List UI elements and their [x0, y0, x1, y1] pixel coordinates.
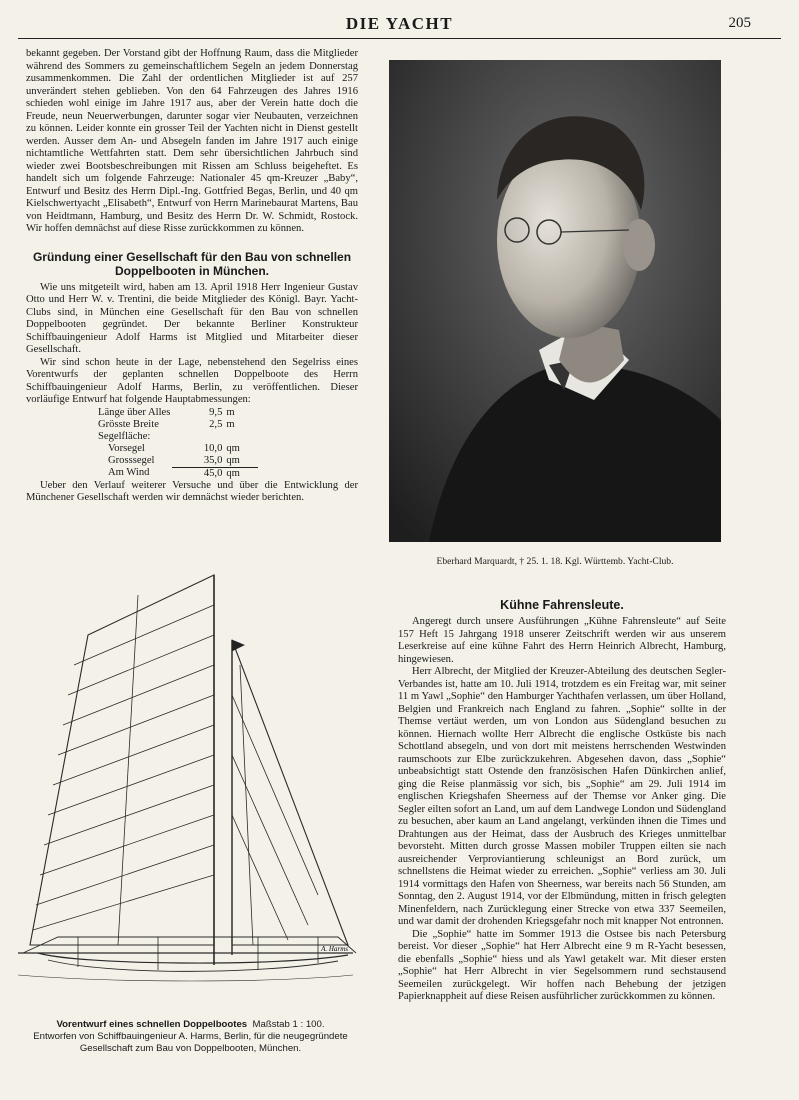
- photo-caption: Eberhard Marquardt, † 25. 1. 18. Kgl. Württemb. Yacht-Club.: [436, 556, 674, 567]
- dimension-label: Segelfläche:: [98, 430, 151, 442]
- dimension-label: Am Wind: [108, 467, 150, 479]
- dimension-value: 2,5: [209, 418, 223, 430]
- dimension-value: 9,5: [209, 406, 223, 418]
- dimension-row: [96, 455, 258, 468]
- article2-paragraph: Die „Sophie“ hatte im Sommer 1913 die Ostsee bis nach Petersburg bereist. Vor dieser „Sophie“ hat Herr Albrecht eine 9 m R-Yacht besessen, die ebenfalls „Sophie“ hiess und als Yawl getakelt war. Mit dieser ersten „Sophie“ hat Herr Albrecht in vier Segelsommern rund sechstausend Seemeilen zurückgelegt. Wir hoffen nach Behebung der jetzigen Papierknappheit auf diese Reisen ausführlicher zurückkommen zu können.: [398, 928, 726, 1002]
- dimension-label: Grösste Breite: [98, 418, 159, 430]
- dimension-row: [96, 443, 258, 455]
- dimension-unit: m: [226, 406, 235, 418]
- sketch-caption-scale: Maßstab 1 : 100.: [252, 1019, 325, 1030]
- running-header-title: DIE YACHT: [345, 14, 454, 33]
- article1-paragraph: Wie uns mitgeteilt wird, haben am 13. April 1918 Herr Ingenieur Gustav Otto und Herr W. v. Trentini, die beide Mitglieder des Königl. Bayr. Yacht-Clubs sind, in München eine Gesellschaft für den Bau von schnellen Doppelbooten gegründet. Der bekannte Berliner Konstrukteur Schiffbauingenieur Adolf Harms ist Mitglied und Mitarbeiter dieser Gesellschaft.: [26, 281, 358, 355]
- article2-paragraph: Angeregt durch unsere Ausführungen „Kühne Fahrensleute“ auf Seite 157 Heft 15 Jahrgang 1918 unserer Zeitschrift werden wir aus unserem Leserkreise auf eine kühne Fahrt des Herrn Heinrich Albrecht, Hamburg, hingewiesen.: [398, 616, 726, 665]
- dimensions-table: [96, 407, 258, 480]
- left-column: [26, 48, 358, 505]
- article2-paragraph: Herr Albrecht, der Mitglied der Kreuzer-Abteilung des deutschen Segler-Verbandes ist, hatte am 10. Juli 1914, trotzdem es ein Freitag war, mit seiner 11 m Yawl „Sophie“ den Hamburger Yachthafen verlassen, um über Holland, Belgien und Frankreich nach England zu fahren. „Sophie“ sollte in der Themse vertäut werden, um von London aus Südengland besuchen zu können. Hiernach wollte Herr Albrecht die englische Ostküste bis nach Schottland absegeln, und von dort mit meistens herrschenden Westwinden raumschoots zur Elbe zurückzukehren. Abgesehen davon, dass „Sophie“ unbeabsichtigt statt Ostende den französischen Hafen Dünkirchen anlief, ging die Reise planmässig vor sich, bis „Sophie“ am 29. Juli 1914 im englischen Kriegshafen Sheerness auf der Themse vor Anker ging. Die Segler eilten sofort an Land, um auf dem Landwege London und Südengland zu besuchen, aber kaum an Land angelangt, verkünden ihnen die Times und Drahtungen aus der Heimat, dass der Ausbruch des Krieges unmittelbar bevorsteht. Mitten durch grosse Massen mobiler Truppen eilten sie nach ausreichender Verproviantierung schleunigst an Bord zurück, um schnellstens die Heimat wieder zu erreichen. „Sophie“ verliess am 30. Juli 1914 vormittags den Hafen von Sheerness, war bereits nach 56 Stunden, am Sonntag, den 2. August 1914, vor der Elbmündung, mitten in frisch gelegten Minenfeldern, nach Zurücklegung einer Strecke von etwa 337 Seemeilen, und war damit der drohenden Kriegsgefahr noch mit knapper Not entronnen.: [398, 666, 726, 927]
- dimension-row: [96, 431, 258, 443]
- dimension-row: [96, 419, 258, 431]
- sketch-caption-title: Vorentwurf eines schnellen Doppelbootes: [56, 1019, 248, 1030]
- portrait-illustration: [389, 60, 721, 542]
- article1-paragraph: Wir sind schon heute in der Lage, nebenstehend den Segelriss eines Vorentwurfs der geplanten schnellen Doppelboote des Herrn Schiffbauingenieur Adolf Harms, Berlin, zu veröffentlichen. Dieser vorläufige Entwurf hat folgende Hauptabmessungen:: [26, 356, 358, 405]
- dimension-label: Grosssegel: [108, 454, 155, 466]
- dimension-row: [96, 407, 258, 419]
- dimension-value: 45,0: [203, 467, 223, 479]
- dimension-unit: m: [226, 418, 235, 430]
- header-rule: [18, 38, 781, 39]
- sail-plan-sketch: [18, 565, 363, 1015]
- article1-closing: Ueber den Verlauf weiterer Versuche und über die Entwicklung der Münchener Gesellschaft werden wir demnächst wieder berichten.: [26, 479, 358, 503]
- page-number: 205: [728, 15, 751, 31]
- article1-heading: Gründung einer Gesellschaft für den Bau von schnellen Doppelbooten in München.: [32, 249, 352, 278]
- right-column: [398, 598, 726, 1004]
- article2-heading: Kühne Fahrensleute.: [500, 598, 624, 612]
- dimension-row: [96, 467, 258, 480]
- dimension-unit: qm: [224, 455, 258, 468]
- dimension-unit: qm: [226, 467, 240, 479]
- dimension-value: [172, 431, 224, 443]
- sketch-caption: [18, 1019, 363, 1055]
- portrait-photo: [389, 60, 721, 542]
- dimension-value: 10,0: [203, 442, 223, 454]
- intro-paragraph: bekannt gegeben. Der Vorstand gibt der Hoffnung Raum, dass die Mitglieder während des Sommers zu gemeinschaftlichem Segeln an jedem Donnerstag zusammenkommen. Die Zahl der ordentlichen Mitglieder ist auf 257 unverändert stehen geblieben. Von den 64 Fahrzeugen des Jahres 1916 schieden wohl einige im Jahre 1917 aus, aber der Verein hatte doch die Freude, neun Neuerwerbungen, darunter sogar vier Neubauten, verzeichnen zu können. Leider konnte ein grosser Teil der Yachten nicht in Dienst gestellt werden. Ausser dem An- und Absegeln fanden im Jahre 1917 auch einige nichtamtliche Wettfahrten statt. Dem sehr übersichtlichen Jahrbuch sind wieder zwei Bootsbeschreibungen mit Rissen am Schluss beigeheftet. Es handelt sich um folgende Fahrzeuge: Nationaler 45 qm-Kreuzer „Baby“, Entwurf und Besitz des Herrn Dipl.-Ing. Gottfried Begas, Berlin, und 40 qm Kielschwertyacht „Elisabeth“, Entwurf von Herrn Marinebaurat Martens, Bau von Heidtmann, Hamburg, und Besitz des Herrn Dr. W. Schmidt, Rostock. Wir hoffen demnächst auf diese Risse zurückkommen zu können.: [26, 48, 358, 234]
- sail-plan-illustration: [18, 565, 363, 1015]
- dimension-label: Vorsegel: [108, 442, 145, 454]
- sketch-caption-credit: Entworfen von Schiffbauingenieur A. Harms, Berlin, für die neugegründete Gesellschaft zum Bau von Doppelbooten, München.: [33, 1031, 348, 1054]
- dimension-unit: qm: [226, 442, 240, 454]
- dimension-unit: [224, 431, 258, 443]
- designer-signature: A. Harms: [321, 945, 348, 953]
- dimension-label: Länge über Alles: [98, 406, 171, 418]
- dimension-value: 35,0: [172, 455, 224, 468]
